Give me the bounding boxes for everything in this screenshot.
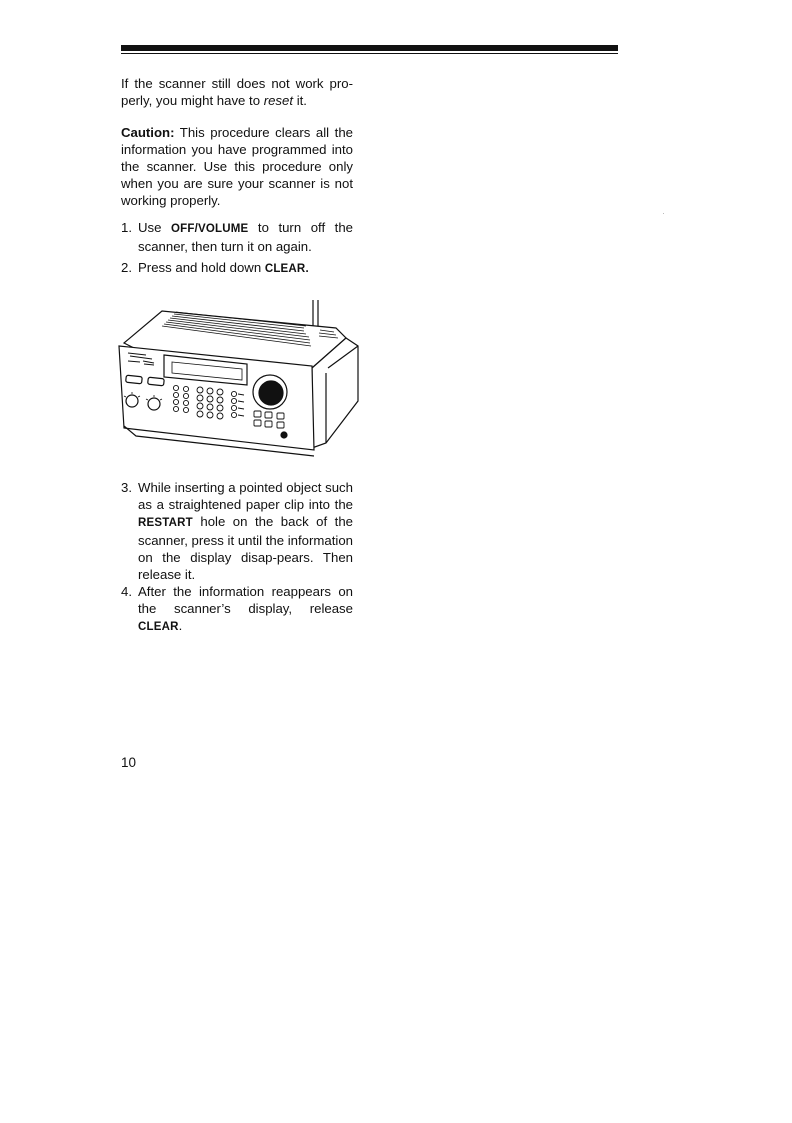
headphone-jack [281, 432, 287, 438]
step-number: 1. [121, 220, 132, 235]
key-label-clear: CLEAR. [264, 263, 309, 275]
intro-paragraph [121, 75, 353, 109]
step-3 [121, 479, 353, 583]
step-1 [121, 219, 353, 255]
step-text-pre: Press and hold down [138, 260, 265, 275]
scanner-illustration [114, 298, 364, 458]
header-rule-thick [121, 45, 618, 51]
intro-emphasis: reset [263, 93, 294, 108]
step-text [138, 219, 353, 255]
key-label-restart: RESTART [138, 517, 193, 529]
caution-text: This procedure clears all the information you have programmed into the scanner. Use this procedure only when you are sure your scanner is not working properly. [121, 125, 353, 208]
step-text [138, 259, 353, 278]
step-number: 4. [121, 584, 132, 599]
step-text-post: . [178, 618, 183, 633]
step-text [138, 479, 353, 583]
step-text-post: hole on the back of the scanner, press it until the information on the display disap-pears. Then release it. [138, 514, 353, 582]
tuning-knob-inner [259, 381, 283, 405]
step-text-pre: Use [138, 220, 171, 235]
key-label-clear: CLEAR [138, 621, 179, 633]
step-2 [121, 259, 353, 278]
step-text [138, 583, 353, 636]
step-text-post: to turn off the scanner, then turn it on again. [138, 220, 353, 254]
step-4 [121, 583, 353, 636]
intro-text-end: it. [293, 93, 307, 108]
page-number: 10 [121, 755, 137, 770]
step-number: 2. [121, 260, 132, 275]
intro-text: If the scanner still does not work pro-perly, you might have to [121, 76, 353, 108]
step-text-pre: While inserting a pointed object such as a straightened paper clip into the [138, 480, 353, 512]
caution-label: Caution: [121, 125, 175, 140]
step-number: 3. [121, 480, 132, 495]
scan-speck [663, 213, 664, 214]
header-rule-thin [121, 53, 618, 54]
step-text-pre: After the information reappears on the scanner’s display, release [138, 584, 353, 616]
key-label-off-volume: OFF/VOLUME [170, 223, 249, 235]
caution-paragraph [121, 124, 353, 209]
